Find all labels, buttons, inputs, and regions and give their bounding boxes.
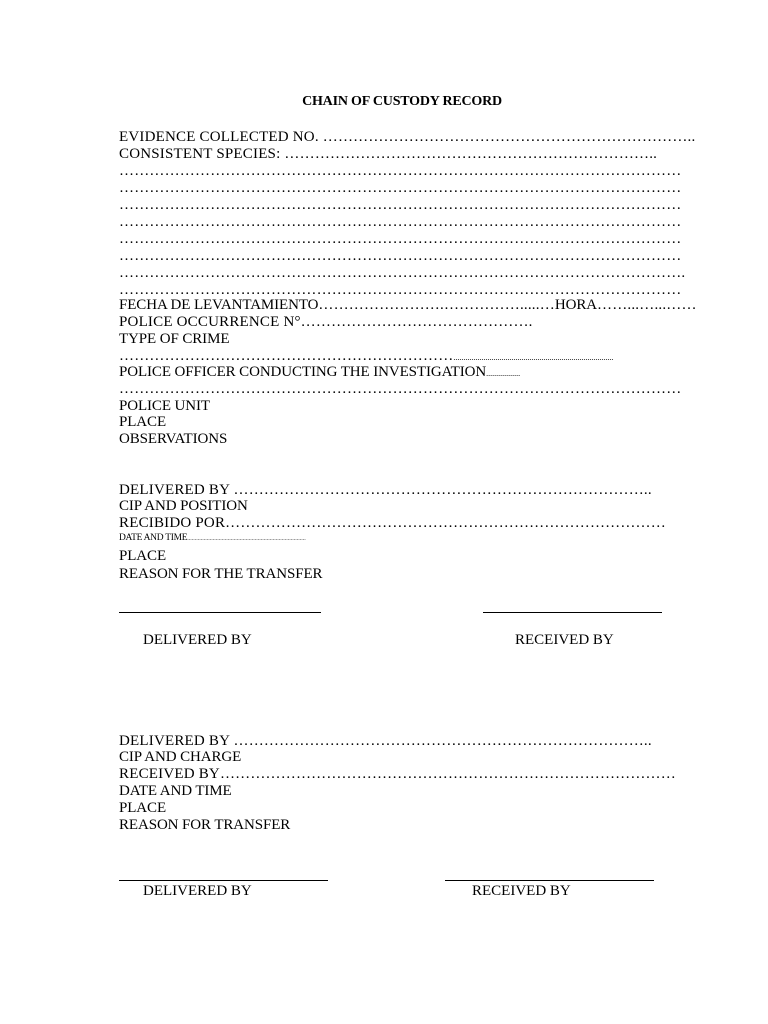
fecha-dots: …………………….…………….....… xyxy=(318,297,555,313)
crime-dots-a: ………………………………………………………… xyxy=(119,348,454,364)
blank-line: ………………………………………………………………………………………………… xyxy=(119,180,682,196)
signature-label-received: RECEIVED BY xyxy=(472,883,571,899)
blank-line: ………………………………………………………………………………………………… xyxy=(119,163,682,179)
evidence-collected-field: EVIDENCE COLLECTED NO. ……………………………………………………………….. xyxy=(119,129,696,145)
blank-line: ………………………………………………………………………………………………… xyxy=(119,282,682,298)
blank-line: …………………………………………………………………………………………………. xyxy=(119,265,686,281)
blank-line: ………………………………………………………………………………………………… xyxy=(119,214,682,230)
fecha-label: FECHA DE LEVANTAMIENTO xyxy=(119,297,319,313)
page-title: CHAIN OF CUSTODY RECORD xyxy=(302,94,502,109)
officer-dots: ................. xyxy=(486,369,521,378)
police-officer-field xyxy=(119,364,520,382)
recibido-por-field: RECIBIDO POR…………………………………………………………………………… xyxy=(119,515,666,531)
delivered-by-field: DELIVERED BY ……………………………………………………………………….. xyxy=(119,733,652,749)
cip-charge-label: CIP AND CHARGE xyxy=(119,749,242,765)
place-label: PLACE xyxy=(119,548,167,564)
signature-label-delivered: DELIVERED BY xyxy=(143,632,252,648)
hora-dots: ……...…...…… xyxy=(597,297,697,313)
fecha-levantamiento-field xyxy=(119,297,697,314)
cip-position-label: CIP AND POSITION xyxy=(119,498,248,514)
type-of-crime-label: TYPE OF CRIME xyxy=(119,331,230,347)
reason-transfer-label: REASON FOR TRANSFER xyxy=(119,817,291,833)
signature-label-received: RECEIVED BY xyxy=(515,632,614,648)
consistent-species-field: CONSISTENT SPECIES: ……………………………………………………………….. xyxy=(119,146,658,162)
date-time-label: DATE AND TIME xyxy=(119,783,232,799)
delivered-by-field: DELIVERED BY ……………………………………………………………………….. xyxy=(119,482,652,498)
place-label: PLACE xyxy=(119,800,167,816)
officer-label: POLICE OFFICER CONDUCTING THE INVESTIGATION xyxy=(119,364,487,380)
signature-line-delivered xyxy=(119,880,328,881)
received-by-field: RECEIVED BY……………………………………………………………………………… xyxy=(119,766,676,782)
date-time-dots: ............................................................................... xyxy=(187,536,306,542)
blank-line: ………………………………………………………………………………………………… xyxy=(119,231,682,247)
signature-line-received xyxy=(445,880,654,881)
date-time-label: DATE AND TIME xyxy=(119,533,188,543)
police-occurrence-field: POLICE OCCURRENCE N°………………………………………. xyxy=(119,314,533,330)
reason-transfer-label: REASON FOR THE TRANSFER xyxy=(119,566,323,582)
place-label: PLACE xyxy=(119,414,167,430)
blank-line: ………………………………………………………………………………………………… xyxy=(119,197,682,213)
date-time-field xyxy=(119,533,306,545)
crime-dots-b: ................................................................................ xyxy=(453,353,614,362)
hora-label: HORA xyxy=(554,297,597,313)
observations-label: OBSERVATIONS xyxy=(119,431,228,447)
signature-line-delivered xyxy=(119,612,321,613)
signature-line-received xyxy=(483,612,662,613)
police-unit-label: POLICE UNIT xyxy=(119,398,210,414)
officer-line: ………………………………………………………………………………………………… xyxy=(119,381,682,397)
signature-label-delivered: DELIVERED BY xyxy=(143,883,252,899)
blank-line: ………………………………………………………………………………………………… xyxy=(119,248,682,264)
